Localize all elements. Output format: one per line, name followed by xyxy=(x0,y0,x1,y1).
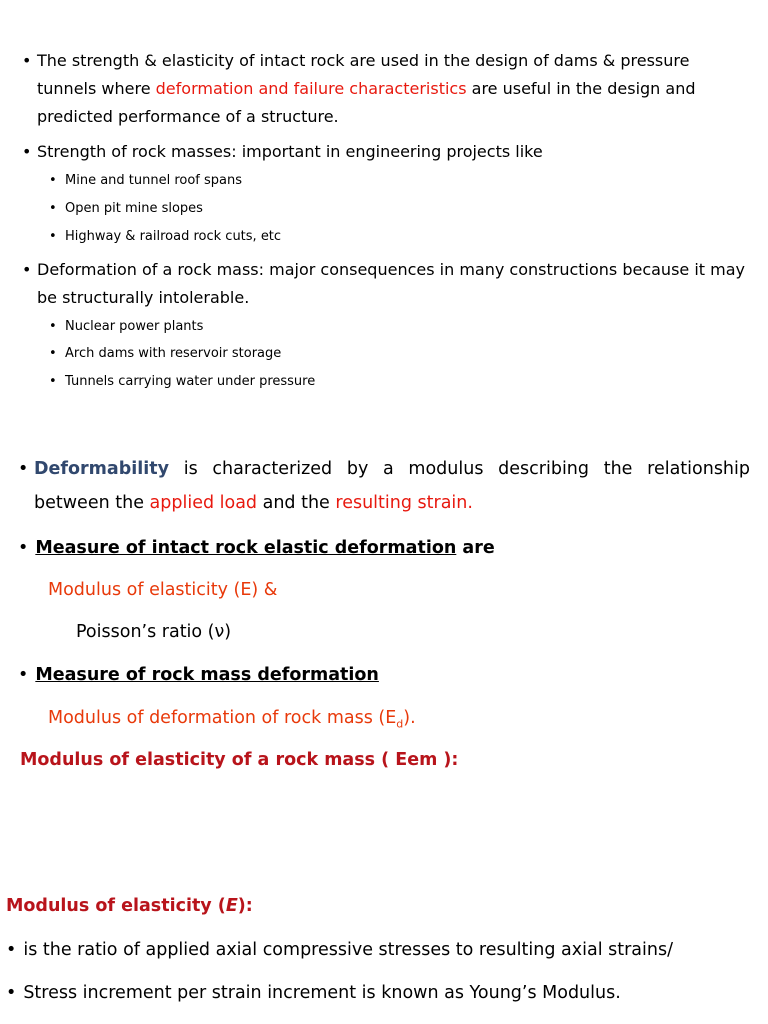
sub-item-highway: • Highway & railroad rock cuts, etc xyxy=(49,229,282,244)
list-item-text: Deformation of a rock mass: major consequences in many constructions because it may be structurally intolerable. xyxy=(37,260,745,307)
stress-line: • Stress increment per strain increment is known as Young’s Modulus. xyxy=(6,983,621,1003)
deformability-paragraph: • Deformability is characterized by a modulus describing the relationship between the applied load and the resulting strain. xyxy=(18,452,750,520)
highlight-deformation-failure: deformation and failure characteristics xyxy=(155,79,467,98)
sub-item-open-pit: • Open pit mine slopes xyxy=(49,201,203,216)
deformability-term: Deformability xyxy=(34,459,170,479)
sub-item-tunnels: • Tunnels carrying water under pressure xyxy=(49,374,316,389)
list-item-text: The strength & elasticity of intact rock are used in the design of dams & pressure tunnels where deformation and failure characteristics are useful in the design and predicted performance of a structure. xyxy=(37,51,696,126)
list-item-text: Strength of rock masses: important in engineering projects like xyxy=(37,142,543,161)
list-item-rock-mass-deformation xyxy=(22,256,752,312)
list-item-rock-mass-strength xyxy=(22,138,752,166)
bullet: • xyxy=(22,51,32,70)
resulting-strain-highlight: resulting strain. xyxy=(335,493,473,513)
ratio-line: • is the ratio of applied axial compressive stresses to resulting axial strains/ xyxy=(6,940,673,960)
bullet: • xyxy=(22,260,32,279)
modulus-elasticity-line: Modulus of elasticity (E) & xyxy=(48,580,278,600)
eem-heading: Modulus of elasticity of a rock mass ( Eem ): xyxy=(20,750,459,770)
poisson-ratio-line: Poisson’s ratio (ν) xyxy=(76,622,232,642)
sub-item-mine-tunnel: • Mine and tunnel roof spans xyxy=(49,173,243,188)
bullet: • xyxy=(22,142,32,161)
applied-load-highlight: applied load xyxy=(149,493,258,513)
sub-item-arch-dams: • Arch dams with reservoir storage xyxy=(49,346,282,361)
list-item-intact-strength xyxy=(22,47,752,131)
modulus-e-heading: Modulus of elasticity (E): xyxy=(6,896,253,916)
bullet: • xyxy=(18,459,29,479)
measure-intact-heading: • Measure of intact rock elastic deformation are xyxy=(18,538,495,558)
measure-mass-heading: • Measure of rock mass deformation xyxy=(18,665,379,685)
sub-item-nuclear: • Nuclear power plants xyxy=(49,319,204,334)
modulus-deformation-line: Modulus of deformation of rock mass $(E_d)$. xyxy=(48,708,416,731)
